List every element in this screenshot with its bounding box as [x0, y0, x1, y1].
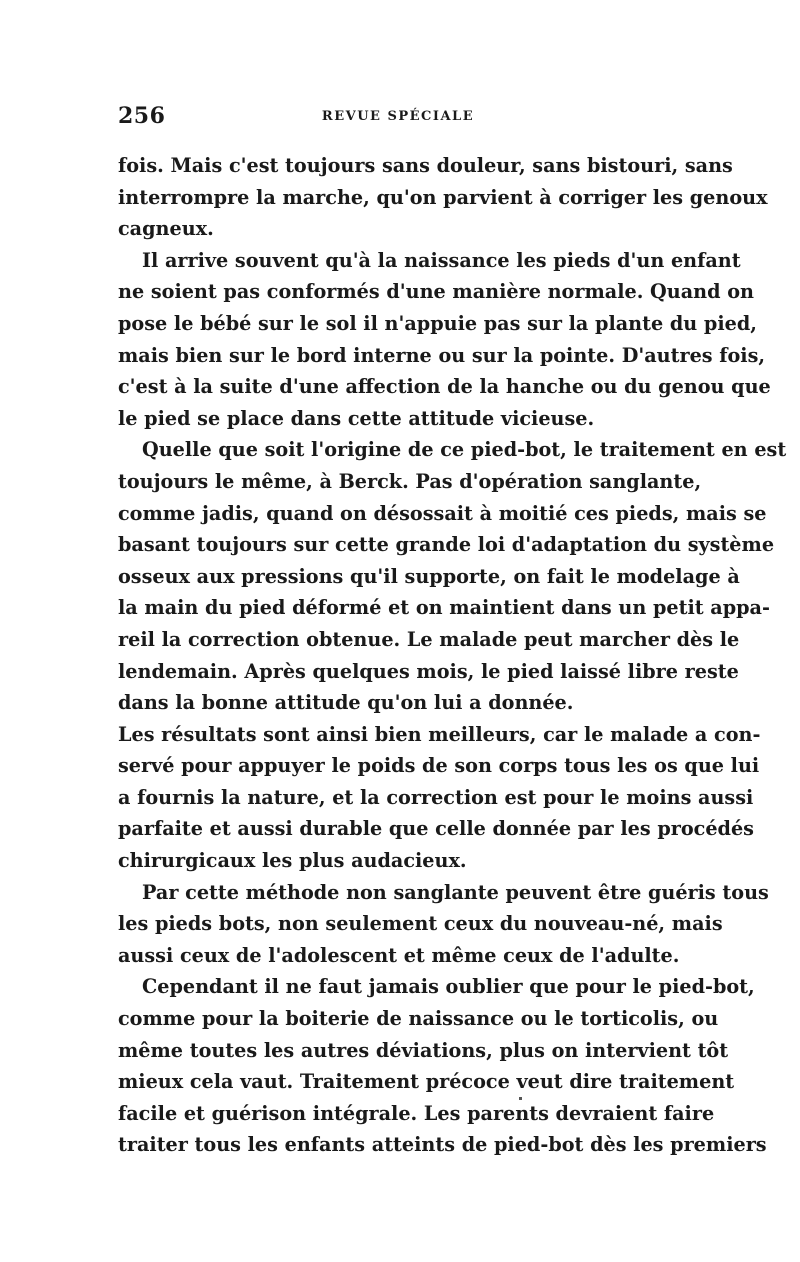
- text-line: ne soient pas conformés d'une manière normale. Quand on: [118, 280, 754, 304]
- running-title: REVUE SPÉCIALE: [321, 109, 475, 124]
- text-line: la main du pied déformé et on maintient dans un petit appa-: [118, 596, 770, 620]
- text-line: dans la bonne attitude qu'on lui a donnée.: [118, 691, 574, 715]
- text-line: mieux cela vaut. Traitement précoce veut dire traitement: [118, 1070, 735, 1094]
- text-line: traiter tous les enfants atteints de pied-bot dès les premiers: [118, 1133, 767, 1157]
- text-line: comme jadis, quand on désossait à moitié ces pieds, mais se: [118, 501, 767, 525]
- text-line: facile et guérison intégrale. Les parents devraient faire: [118, 1101, 715, 1125]
- text-line: Quelle que soit l'origine de ce pied-bot, le traitement en est: [142, 438, 787, 462]
- text-line: c'est à la suite d'une affection de la hanche ou du genou que: [118, 375, 771, 399]
- text-line: mais bien sur le bord interne ou sur la pointe. D'autres fois,: [118, 343, 766, 367]
- text-line: basant toujours sur cette grande loi d'adaptation du système: [118, 533, 775, 557]
- text-line: parfaite et aussi durable que celle donnée par les procédés: [118, 817, 754, 841]
- text-line: Par cette méthode non sanglante peuvent être guéris tous: [142, 880, 769, 904]
- text-line: lendemain. Après quelques mois, le pied laissé libre reste: [118, 659, 739, 683]
- text-line: pose le bébé sur le sol il n'appuie pas sur la plante du pied,: [118, 311, 757, 335]
- text-line: servé pour appuyer le poids de son corps tous les os que lui: [118, 754, 760, 778]
- text-line: reil la correction obtenue. Le malade peut marcher dès le: [118, 627, 740, 651]
- text-line: fois. Mais c'est toujours sans douleur, sans bistouri, sans: [118, 154, 733, 177]
- text-line: osseux aux pressions qu'il supporte, on fait le modelage à: [118, 564, 740, 588]
- text-line: toujours le même, à Berck. Pas d'opération sanglante,: [118, 469, 702, 493]
- text-line: a fournis la nature, et la correction est pour le moins aussi: [118, 785, 754, 809]
- body-text: [118, 150, 787, 1161]
- text-line: interrompre la marche, qu'on parvient à corriger les genoux: [118, 185, 768, 209]
- text-line: comme pour la boiterie de naissance ou le torticolis, ou: [118, 1007, 719, 1031]
- text-line: cagneux.: [118, 217, 214, 241]
- page-number: 256: [118, 103, 166, 129]
- text-line: même toutes les autres déviations, plus on intervient tôt: [118, 1038, 729, 1062]
- page-header: [118, 101, 678, 135]
- text-line: Cependant il ne faut jamais oublier que pour le pied-bot,: [142, 975, 755, 999]
- text-line: Il arrive souvent qu'à la naissance les pieds d'un enfant: [142, 248, 741, 272]
- text-line: chirurgicaux les plus audacieux.: [118, 849, 467, 873]
- text-line: Les résultats sont ainsi bien meilleurs, car le malade a con-: [118, 722, 761, 746]
- text-line: le pied se place dans cette attitude vicieuse.: [118, 406, 595, 430]
- print-speck: [519, 1097, 522, 1100]
- text-line: les pieds bots, non seulement ceux du nouveau-né, mais: [118, 912, 723, 936]
- text-line: aussi ceux de l'adolescent et même ceux de l'adulte.: [118, 943, 680, 967]
